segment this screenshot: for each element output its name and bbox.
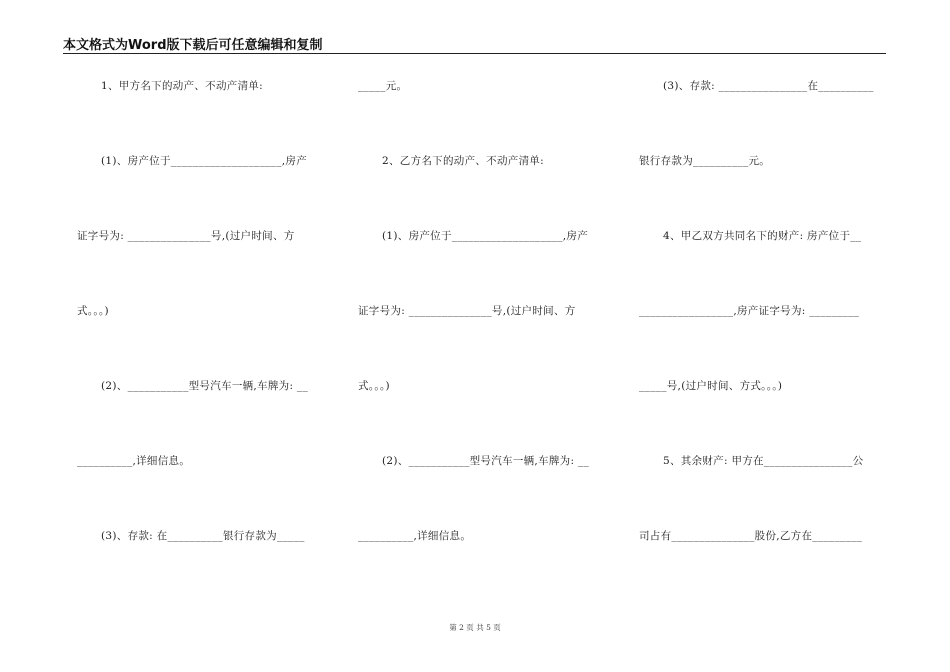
col3-line-4: _________________,房产证字号为: _________ bbox=[639, 305, 860, 317]
col2-line-6: (2)、___________型号汽车一辆,车牌为: __ bbox=[382, 455, 590, 467]
header-divider bbox=[63, 53, 886, 54]
col1-line-6: __________,详细信息。 bbox=[77, 455, 191, 467]
col2-line-4: 证字号为: _______________号,(过户时间、方 bbox=[358, 305, 576, 317]
col3-line-6: 5、其余财产: 甲方在________________公 bbox=[663, 455, 864, 467]
col1-line-3: 证字号为: _______________号,(过户时间、方 bbox=[77, 230, 295, 242]
col2-line-1: _____元。 bbox=[358, 80, 408, 92]
page-number-footer: 第 2 页 共 5 页 bbox=[449, 623, 501, 632]
col2-line-3: (1)、房产位于____________________,房产 bbox=[382, 230, 589, 242]
col3-line-7: 司占有_______________股份,乙方在_________ bbox=[639, 530, 863, 542]
col3-line-5: _____号,(过户时间、方式。。。) bbox=[639, 380, 783, 392]
col1-line-4: 式。。。) bbox=[77, 305, 109, 317]
col2-line-2: 2、乙方名下的动产、不动产清单: bbox=[382, 155, 545, 167]
col3-line-1: (3)、存款: ________________在__________ bbox=[663, 80, 874, 92]
col3-line-3: 4、甲乙双方共同名下的财产: 房产位于__ bbox=[663, 230, 862, 242]
col2-line-5: 式。。。) bbox=[358, 380, 390, 392]
document-header-title: 本文格式为Word版下载后可任意编辑和复制 bbox=[63, 38, 323, 53]
col1-line-2: (1)、房产位于____________________,房产 bbox=[101, 155, 308, 167]
col2-line-7: __________,详细信息。 bbox=[358, 530, 472, 542]
col1-line-1: 1、甲方名下的动产、不动产清单: bbox=[101, 80, 264, 92]
col1-line-5: (2)、___________型号汽车一辆,车牌为: __ bbox=[101, 380, 309, 392]
col1-line-7: (3)、存款: 在__________银行存款为_____ bbox=[101, 530, 305, 542]
col3-line-2: 银行存款为__________元。 bbox=[639, 155, 771, 167]
